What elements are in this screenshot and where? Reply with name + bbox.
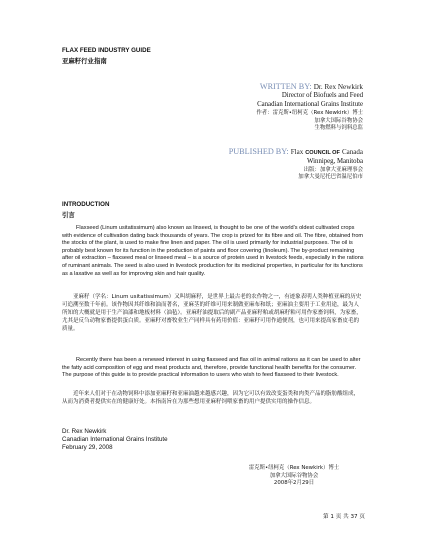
author-name: Dr. Rex Newkirk <box>313 83 363 91</box>
published-by-label: PUBLISHED BY: <box>228 147 289 156</box>
author-role-2: Canadian International Grains Institute <box>257 100 363 108</box>
author-role-1: Director of Biofuels and Feed <box>281 92 363 99</box>
doc-title-zh: 亚麻籽行业指南 <box>62 57 107 65</box>
intro-paragraph-1-en: Flaxseed (Linum usitatissimum) also known as linseed, is thought to be one of the world's oldest cultivated crops with evidence of cultivation dating back thousands of years. The crop is prized for its fibre and oil. The fibre, obtained from the stocks of the plant, is used to make fine linen and paper. The oil is used primarily for industrial purposes. The oil is probably best known for its function in the production of paints and floor covering (linoleum). The by-product remaining after oil extraction – flaxseed meal or linseed meal – is a source of protein used in livestock feeds, especially in the rations of ruminant animals. The seed is also used in livestock production for its medicinal properties, in particular for its functions as a laxative as well as for improving skin and hair quality. <box>62 225 364 277</box>
author-zh-3: 生物燃料与饲料总监 <box>314 125 363 132</box>
intro-heading-en: INTRODUCTION <box>62 201 110 208</box>
signature-zh-date: 2008年2月29日 <box>273 480 315 487</box>
doc-title-en: FLAX FEED INDUSTRY GUIDE <box>62 47 151 54</box>
author-heading <box>113 82 363 92</box>
page-number: 第 1 页 共 37 页 <box>323 514 365 520</box>
publisher-zh-1: 出版：加拿大亚麻理事会 <box>303 166 363 173</box>
publisher-zh-2: 加拿大曼尼托巴省温尼伯市 <box>298 174 363 181</box>
signature-date: February 29, 2008 <box>62 444 113 452</box>
publisher-city: Winnipeg, Manitoba <box>307 158 363 165</box>
publisher-block <box>113 147 363 182</box>
author-zh-2: 加拿大国际谷物协会 <box>314 117 363 124</box>
author-zh-1: 作者：雷克斯•纽柯克（Rex Newkirk）博士 <box>256 110 363 117</box>
publisher-name-a: Flax <box>290 148 304 156</box>
signature-zh-name: 雷克斯•纽柯克（Rex Newkirk）博士 <box>248 465 340 471</box>
publisher-heading <box>113 147 363 158</box>
intro-paragraph-1-zh: 亚麻籽（学名：Linum usitatissimum）又叫胡麻籽，是世界上最古老的农作物之一，有迹象表明人类种植亚麻的历史可追溯至数千年前。该作物因其纤维和油而著名，亚麻茎的纤维可用来制做亚麻布和纸；亚麻油主要用于工业用途，最为人所知的大概就是用于生产油漆和地板材料（油毡）。亚麻籽油提取后的副产品亚麻籽粕或胡麻籽粕可用作家畜饲料，为家畜，尤其是反刍动物家畜提供蛋白质。亚麻籽对畜牧业生产同样具有药用价值：亚麻籽可用作通便剂，也可用来提高家畜皮毛的质量。 <box>62 294 362 332</box>
signature-en <box>62 428 168 453</box>
publisher-name-c: Canada <box>342 148 363 156</box>
publisher-name-b: COUNCIL OF <box>305 150 340 156</box>
author-block <box>113 82 363 133</box>
intro-paragraph-2-zh: 近年来人们对于在动物饲料中添加亚麻籽和亚麻油越来越感兴趣，因为它可以有效改变蛋类和肉类产品的脂肪酸组成，从而为消费者提供实在的健康好处。本指南旨在为那些想用亚麻籽饲喂家畜的用户提供实用的操作信息。 <box>62 391 360 405</box>
signature-name: Dr. Rex Newkirk <box>62 428 107 435</box>
signature-zh-org: 加拿大国际谷物协会 <box>269 472 319 479</box>
signature-org: Canadian International Grains Institute <box>62 436 168 444</box>
signature-zh <box>219 465 369 488</box>
intro-paragraph-2-en: Recently there has been a renewed interest in using flaxseed and flax oil in animal rations as it can be used to alter the fatty acid composition of egg and meat products and, therefore, provide functional health benefits for the consumer. The purpose of this guide is to provide practical information to users who wish to feed flaxseed to their livestock. <box>62 357 361 379</box>
written-by-label: WRITTEN BY: <box>259 82 312 91</box>
intro-heading-zh: 引言 <box>62 211 75 219</box>
